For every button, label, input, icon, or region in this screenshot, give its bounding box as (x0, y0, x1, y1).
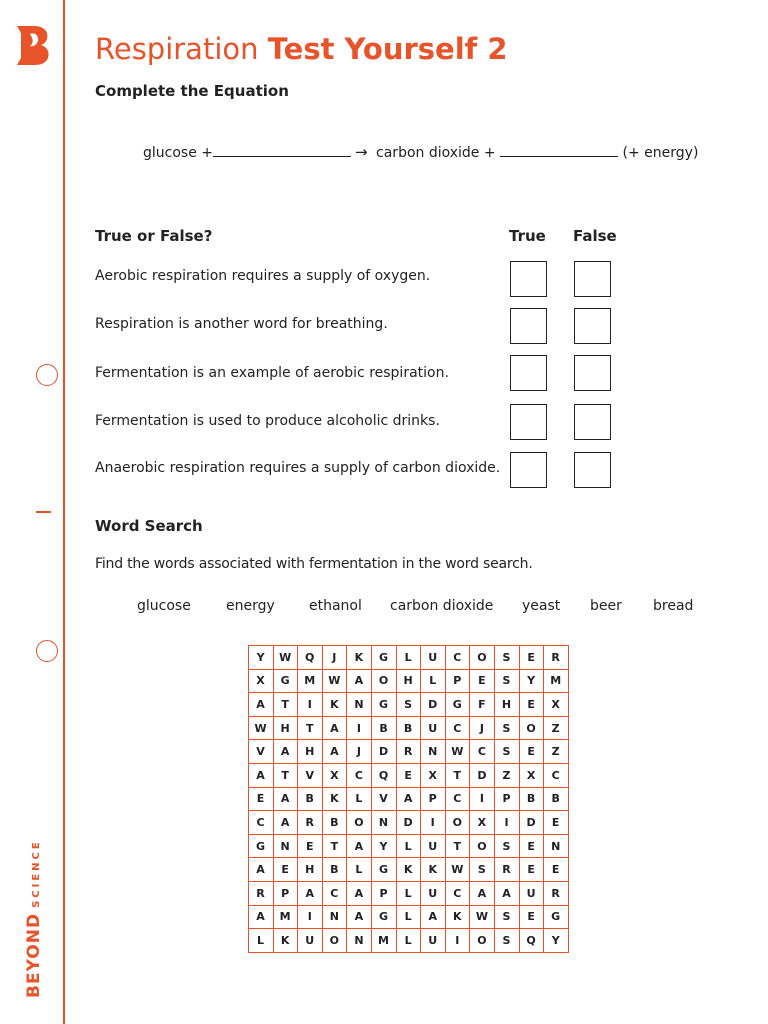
grid-cell[interactable]: Q (298, 646, 323, 670)
grid-row (249, 834, 569, 858)
false-checkbox-2[interactable] (574, 308, 611, 344)
grid-cell[interactable]: L (347, 787, 372, 811)
grid-cell[interactable]: Y (249, 646, 274, 670)
grid-cell[interactable]: Z (544, 740, 569, 764)
grid-cell[interactable]: B (322, 858, 347, 882)
grid-cell[interactable]: W (322, 669, 347, 693)
grid-cell[interactable]: Y (519, 669, 544, 693)
title-bold: Test Yourself 2 (267, 32, 508, 66)
word-list-item: ethanol (309, 598, 362, 614)
word-list-item: carbon dioxide (390, 598, 494, 614)
grid-cell[interactable]: I (298, 693, 323, 717)
grid-cell[interactable]: R (249, 881, 274, 905)
grid-cell[interactable]: U (421, 646, 446, 670)
grid-cell[interactable]: K (347, 646, 372, 670)
grid-cell[interactable]: A (494, 881, 519, 905)
true-column-header: True (509, 227, 546, 245)
grid-cell[interactable]: I (494, 811, 519, 835)
grid-cell[interactable]: V (371, 787, 396, 811)
grid-cell[interactable]: X (421, 763, 446, 787)
grid-cell[interactable]: A (249, 905, 274, 929)
grid-cell[interactable]: O (445, 811, 470, 835)
grid-cell[interactable]: K (322, 787, 347, 811)
grid-cell[interactable]: T (445, 763, 470, 787)
grid-cell[interactable]: G (371, 858, 396, 882)
grid-cell[interactable]: E (544, 811, 569, 835)
false-checkbox-1[interactable] (574, 261, 611, 297)
grid-cell[interactable]: Z (544, 716, 569, 740)
grid-cell[interactable]: S (494, 740, 519, 764)
grid-cell[interactable]: P (445, 669, 470, 693)
grid-cell[interactable]: A (322, 716, 347, 740)
grid-cell[interactable]: C (470, 740, 495, 764)
true-checkbox-1[interactable] (510, 261, 547, 297)
grid-cell[interactable]: A (470, 881, 495, 905)
false-checkbox-5[interactable] (574, 452, 611, 488)
grid-cell[interactable]: K (445, 905, 470, 929)
grid-cell[interactable]: D (421, 693, 446, 717)
grid-cell[interactable]: N (347, 929, 372, 953)
true-checkbox-5[interactable] (510, 452, 547, 488)
grid-cell[interactable]: C (544, 763, 569, 787)
grid-cell[interactable]: L (421, 669, 446, 693)
grid-row (249, 858, 569, 882)
grid-cell[interactable]: U (421, 716, 446, 740)
grid-cell[interactable]: O (470, 834, 495, 858)
grid-cell[interactable]: T (298, 716, 323, 740)
grid-cell[interactable]: H (494, 693, 519, 717)
binder-hole (36, 364, 58, 386)
grid-cell[interactable]: A (249, 858, 274, 882)
grid-cell[interactable]: A (396, 787, 421, 811)
grid-cell[interactable]: M (298, 669, 323, 693)
grid-cell[interactable]: S (494, 834, 519, 858)
grid-cell[interactable]: G (371, 646, 396, 670)
grid-cell[interactable]: E (298, 834, 323, 858)
grid-cell[interactable]: D (470, 763, 495, 787)
grid-cell[interactable]: K (322, 693, 347, 717)
grid-cell[interactable]: P (371, 881, 396, 905)
grid-cell[interactable]: E (396, 763, 421, 787)
grid-cell[interactable]: C (322, 881, 347, 905)
grid-cell[interactable]: T (273, 763, 298, 787)
grid-cell[interactable]: O (470, 646, 495, 670)
grid-cell[interactable]: W (445, 858, 470, 882)
grid-cell[interactable]: S (494, 716, 519, 740)
grid-cell[interactable]: C (445, 881, 470, 905)
grid-cell[interactable]: E (519, 740, 544, 764)
grid-cell[interactable]: O (470, 929, 495, 953)
grid-row (249, 787, 569, 811)
grid-cell[interactable]: D (396, 811, 421, 835)
grid-cell[interactable]: S (494, 929, 519, 953)
grid-cell[interactable]: C (249, 811, 274, 835)
beyond-logo-icon (14, 22, 52, 66)
grid-cell[interactable]: H (298, 740, 323, 764)
true-checkbox-2[interactable] (510, 308, 547, 344)
grid-cell[interactable]: L (347, 858, 372, 882)
word-list-item: bread (653, 598, 694, 614)
grid-cell[interactable]: B (322, 811, 347, 835)
grid-row (249, 646, 569, 670)
grid-cell[interactable]: W (249, 716, 274, 740)
word-list-item: yeast (522, 598, 561, 614)
grid-cell[interactable]: G (445, 693, 470, 717)
grid-cell[interactable]: M (273, 905, 298, 929)
fold-mark (36, 511, 51, 513)
grid-cell[interactable]: J (322, 646, 347, 670)
grid-cell[interactable]: E (519, 858, 544, 882)
word-list-item: beer (590, 598, 622, 614)
grid-cell[interactable]: H (273, 716, 298, 740)
grid-cell[interactable]: P (421, 787, 446, 811)
grid-cell[interactable]: Y (544, 929, 569, 953)
grid-cell[interactable]: N (421, 740, 446, 764)
grid-row (249, 669, 569, 693)
grid-cell[interactable]: D (371, 740, 396, 764)
grid-cell[interactable]: R (544, 881, 569, 905)
grid-cell[interactable]: E (519, 646, 544, 670)
grid-cell[interactable]: A (421, 905, 446, 929)
grid-row (249, 740, 569, 764)
grid-cell[interactable]: G (249, 834, 274, 858)
grid-cell[interactable]: R (298, 811, 323, 835)
grid-cell[interactable]: A (347, 669, 372, 693)
grid-cell[interactable]: X (470, 811, 495, 835)
grid-cell[interactable]: R (396, 740, 421, 764)
grid-cell[interactable]: O (347, 811, 372, 835)
grid-cell[interactable]: U (421, 881, 446, 905)
grid-row (249, 881, 569, 905)
false-checkbox-4[interactable] (574, 404, 611, 440)
grid-cell[interactable]: I (421, 811, 446, 835)
grid-cell[interactable]: B (396, 716, 421, 740)
grid-cell[interactable]: G (273, 669, 298, 693)
grid-cell[interactable]: X (544, 693, 569, 717)
grid-cell[interactable]: Q (519, 929, 544, 953)
word-search-heading: Word Search (95, 517, 203, 535)
grid-cell[interactable]: B (544, 787, 569, 811)
grid-cell[interactable]: F (470, 693, 495, 717)
grid-cell[interactable]: N (544, 834, 569, 858)
binder-hole (36, 640, 58, 662)
answer-blank-1[interactable] (213, 143, 351, 157)
equation-left: glucose + (143, 145, 213, 161)
word-search-instruction: Find the words associated with fermentation in the word search. (95, 556, 533, 572)
margin-line (63, 0, 65, 1024)
grid-cell[interactable]: X (519, 763, 544, 787)
grid-cell[interactable]: E (519, 905, 544, 929)
grid-cell[interactable]: V (249, 740, 274, 764)
grid-cell[interactable]: E (249, 787, 274, 811)
grid-cell[interactable]: N (273, 834, 298, 858)
arrow-icon: → (355, 143, 368, 161)
grid-row (249, 905, 569, 929)
grid-cell[interactable]: L (396, 881, 421, 905)
grid-cell[interactable]: G (544, 905, 569, 929)
true-false-heading: True or False? (95, 227, 213, 245)
grid-cell[interactable]: E (519, 834, 544, 858)
grid-cell[interactable]: I (347, 716, 372, 740)
grid-cell[interactable]: K (421, 858, 446, 882)
equation-heading: Complete the Equation (95, 82, 289, 100)
grid-cell[interactable]: S (470, 858, 495, 882)
word-list-item: glucose (137, 598, 191, 614)
grid-cell[interactable]: A (322, 740, 347, 764)
grid-cell[interactable]: P (494, 787, 519, 811)
statement-2: Respiration is another word for breathing. (95, 316, 388, 332)
grid-cell[interactable]: L (396, 905, 421, 929)
grid-cell[interactable]: W (445, 740, 470, 764)
grid-cell[interactable]: S (494, 905, 519, 929)
grid-cell[interactable]: A (273, 740, 298, 764)
true-checkbox-4[interactable] (510, 404, 547, 440)
grid-row (249, 693, 569, 717)
equation (143, 143, 698, 161)
grid-cell[interactable]: T (322, 834, 347, 858)
grid-cell[interactable]: H (298, 858, 323, 882)
statement-4: Fermentation is used to produce alcoholic drinks. (95, 413, 440, 429)
statement-5: Anaerobic respiration requires a supply of carbon dioxide. (95, 460, 501, 476)
grid-cell[interactable]: H (396, 669, 421, 693)
grid-cell[interactable]: R (544, 646, 569, 670)
grid-cell[interactable]: U (421, 834, 446, 858)
grid-cell[interactable]: X (322, 763, 347, 787)
grid-cell[interactable]: E (544, 858, 569, 882)
grid-cell[interactable]: O (519, 716, 544, 740)
grid-cell[interactable]: C (445, 787, 470, 811)
grid-cell[interactable]: A (347, 881, 372, 905)
grid-cell[interactable]: S (494, 646, 519, 670)
grid-cell[interactable]: O (371, 669, 396, 693)
title-light: Respiration (95, 32, 259, 66)
grid-cell[interactable]: E (470, 669, 495, 693)
statement-1: Aerobic respiration requires a supply of oxygen. (95, 268, 431, 284)
grid-cell[interactable]: L (396, 646, 421, 670)
grid-cell[interactable]: B (371, 716, 396, 740)
word-search-grid (248, 645, 569, 953)
grid-cell[interactable]: A (347, 905, 372, 929)
grid-cell[interactable]: Q (371, 763, 396, 787)
grid-cell[interactable]: J (470, 716, 495, 740)
grid-cell[interactable]: A (273, 787, 298, 811)
false-column-header: False (573, 227, 617, 245)
grid-cell[interactable]: C (445, 716, 470, 740)
grid-cell[interactable]: I (470, 787, 495, 811)
grid-cell[interactable]: N (347, 693, 372, 717)
grid-cell[interactable]: W (470, 905, 495, 929)
false-checkbox-3[interactable] (574, 355, 611, 391)
grid-row (249, 763, 569, 787)
grid-cell[interactable]: P (273, 881, 298, 905)
grid-cell[interactable]: U (519, 881, 544, 905)
grid-cell[interactable]: A (249, 763, 274, 787)
grid-cell[interactable]: T (445, 834, 470, 858)
grid-cell[interactable]: G (371, 905, 396, 929)
page-title (95, 32, 508, 66)
grid-cell[interactable]: I (445, 929, 470, 953)
grid-cell[interactable]: G (371, 693, 396, 717)
grid-cell[interactable]: A (298, 881, 323, 905)
grid-cell[interactable]: N (371, 811, 396, 835)
grid-row (249, 929, 569, 953)
grid-cell[interactable]: A (249, 693, 274, 717)
grid-cell[interactable]: N (322, 905, 347, 929)
grid-cell[interactable]: A (347, 834, 372, 858)
grid-cell[interactable]: A (273, 811, 298, 835)
grid-cell[interactable]: V (298, 763, 323, 787)
grid-row (249, 811, 569, 835)
grid-cell[interactable]: I (298, 905, 323, 929)
true-checkbox-3[interactable] (510, 355, 547, 391)
grid-cell[interactable]: Z (494, 763, 519, 787)
grid-cell[interactable]: K (273, 929, 298, 953)
grid-row (249, 716, 569, 740)
grid-cell[interactable]: L (396, 929, 421, 953)
grid-cell[interactable]: E (273, 858, 298, 882)
grid-cell[interactable]: T (273, 693, 298, 717)
equation-middle: carbon dioxide + (376, 145, 496, 161)
grid-cell[interactable]: K (396, 858, 421, 882)
grid-cell[interactable]: Y (371, 834, 396, 858)
grid-cell[interactable]: U (298, 929, 323, 953)
grid-cell[interactable]: R (494, 858, 519, 882)
grid-cell[interactable]: S (494, 669, 519, 693)
grid-cell[interactable]: W (273, 646, 298, 670)
grid-cell[interactable]: S (396, 693, 421, 717)
grid-cell[interactable]: X (249, 669, 274, 693)
grid-cell[interactable]: B (298, 787, 323, 811)
grid-cell[interactable]: M (371, 929, 396, 953)
grid-cell[interactable]: C (347, 763, 372, 787)
equation-right: (+ energy) (622, 145, 699, 161)
grid-cell[interactable]: E (519, 693, 544, 717)
brand-logo-text: BEYONDSCIENCE (24, 839, 44, 998)
answer-blank-2[interactable] (500, 143, 618, 157)
grid-cell[interactable]: L (396, 834, 421, 858)
grid-cell[interactable]: O (322, 929, 347, 953)
grid-cell[interactable]: D (519, 811, 544, 835)
grid-cell[interactable]: M (544, 669, 569, 693)
grid-cell[interactable]: B (519, 787, 544, 811)
word-list-item: energy (226, 598, 275, 614)
grid-cell[interactable]: L (249, 929, 274, 953)
grid-cell[interactable]: J (347, 740, 372, 764)
grid-cell[interactable]: U (421, 929, 446, 953)
statement-3: Fermentation is an example of aerobic respiration. (95, 365, 449, 381)
grid-cell[interactable]: C (445, 646, 470, 670)
